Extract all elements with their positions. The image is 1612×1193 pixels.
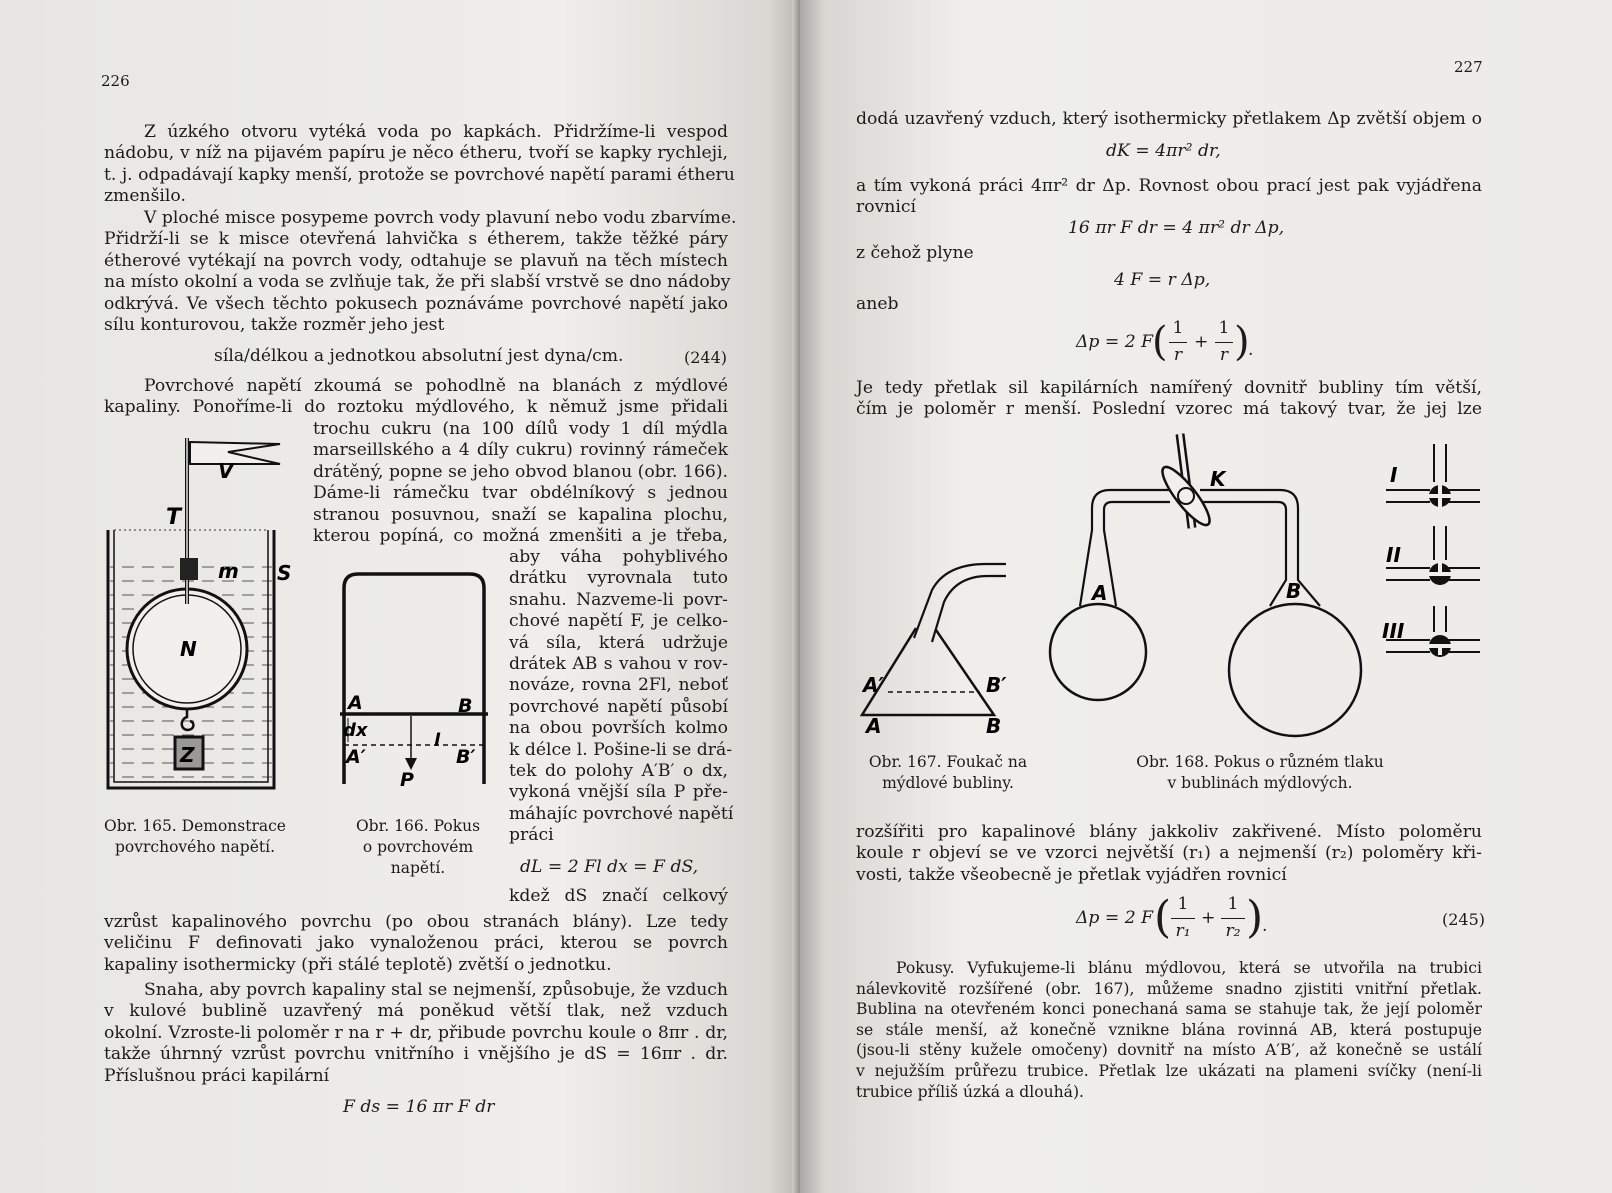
tube-inner bbox=[932, 576, 1006, 642]
text-line: rozšířiti pro kapalinové blány jakkoliv zakřivené. Místo poloměru bbox=[856, 822, 1482, 842]
text-line: máhajíc povrchové napětí bbox=[509, 803, 734, 824]
text-line: takže úhrnný vzrůst povrchu vnitřního i vnějšího je dS = 16πr . dr. bbox=[104, 1044, 728, 1065]
text-line: Je tedy přetlak sil kapilárních namířený dovnitř bubliny tím větší, bbox=[856, 378, 1482, 398]
equation-245 bbox=[1076, 892, 1276, 948]
label-dx: dx bbox=[343, 720, 368, 741]
caption-168 bbox=[1100, 752, 1420, 794]
label-A: A bbox=[1092, 581, 1108, 605]
text-line: odkrývá. Ve všech těchto pokusech poznáváme povrchové napětí jako bbox=[104, 293, 728, 314]
paragraph-r3 bbox=[856, 243, 1156, 264]
paragraph-r1 bbox=[856, 109, 1482, 130]
paren-open: ( bbox=[1152, 319, 1168, 365]
text-line: rovnicí bbox=[856, 197, 916, 218]
text-line: Bublina na otevřeném konci ponechaná sama se stahuje tak, že její poloměr bbox=[856, 1000, 1482, 1019]
text-line: v kulové bublině uzavřený má poněkud větší tlak, než vzduch bbox=[104, 1001, 728, 1022]
label-A: A bbox=[866, 714, 882, 738]
caption-167 bbox=[848, 752, 1048, 794]
paragraph-4 bbox=[104, 912, 728, 976]
text-line: stranou posuvnou, snaží se kapalina plochu, bbox=[313, 504, 728, 525]
left-page bbox=[0, 0, 800, 1193]
text-line: práci bbox=[509, 825, 554, 846]
paragraph-r7 bbox=[856, 958, 1482, 1102]
caption-166 bbox=[338, 816, 498, 879]
caption-line: Obr. 167. Foukač na bbox=[868, 753, 1028, 771]
text-line: Povrchové napětí zkoumá se pohodlně na blanách z mýdlové bbox=[144, 376, 728, 396]
text-line: kapaliny. Ponoříme-li do roztoku mýdlového, k němuž jsme přidali bbox=[104, 397, 728, 418]
text-line: Z úzkého otvoru vytéká voda po kapkách. Přidržíme-li vespod bbox=[144, 122, 728, 142]
eq-den: r bbox=[1219, 345, 1229, 365]
paragraph-r5 bbox=[856, 378, 1482, 421]
text-line: drátek AB s vahou v rov- bbox=[509, 654, 728, 675]
label-A-prime: A′ bbox=[863, 673, 884, 697]
label-III: III bbox=[1382, 619, 1405, 643]
tube-left-inner bbox=[1104, 502, 1170, 606]
eq-num: 1 bbox=[1177, 894, 1189, 914]
text-line: k délce l. Pošine-li se drá- bbox=[509, 739, 733, 760]
text-line: z čehož plyne bbox=[856, 243, 974, 263]
text-line: t. j. odpadávají kapky menší, protože se povrchové napětí parami étheru bbox=[104, 164, 735, 185]
stopcock-position-I bbox=[1386, 444, 1480, 507]
label-B: B bbox=[1286, 579, 1302, 603]
text-line: koule r objeví se ve vzorci největší (r₁) a nejmenší (r₂) poloměry kři- bbox=[856, 843, 1482, 864]
text-line: sílu konturovou, takže rozměr jeho jest bbox=[104, 315, 445, 336]
label-P: P bbox=[400, 769, 414, 791]
caption-line: Obr. 168. Pokus o různém tlaku bbox=[1136, 753, 1384, 771]
text-line: Přidrží-li se k misce otevřená lahvička s étherem, takže těžké páry bbox=[104, 229, 728, 250]
page-number-left: 226 bbox=[101, 72, 130, 90]
equation-equal-work: 16 πr F dr = 4 πr² dr Δp, bbox=[1068, 218, 1285, 238]
page-number-right: 227 bbox=[1454, 58, 1483, 76]
eq-num: 1 bbox=[1172, 318, 1184, 338]
paren-open: ( bbox=[1154, 892, 1172, 943]
label-l: l bbox=[434, 730, 441, 751]
caption-line: povrchového napětí. bbox=[114, 838, 276, 856]
equation-dL: dL = 2 Fl dx = F dS, bbox=[520, 857, 699, 877]
eq-end: . bbox=[1248, 340, 1254, 360]
text-line: trochu cukru (na 100 dílů vody 1 díl mýdla bbox=[313, 419, 728, 439]
text-line: čím je poloměr r menší. Poslední vzorec má takový tvar, že jej lze bbox=[856, 399, 1482, 420]
paragraph-5 bbox=[104, 980, 728, 1087]
text-line: nálevkovitě rozšířené (obr. 167), můžeme snadno zjistiti vnitřní přetlak. bbox=[856, 979, 1482, 998]
eq-plus: + bbox=[1201, 908, 1216, 928]
paragraph-4-start bbox=[509, 886, 728, 907]
text-line: Pokusy. Vyfukujeme-li blánu mýdlovou, která se utvořila na trubici bbox=[896, 959, 1482, 977]
eq-plus: + bbox=[1194, 332, 1209, 352]
funnel bbox=[862, 628, 994, 715]
label-m: m bbox=[218, 559, 239, 583]
text-line: na obou površích kolmo bbox=[509, 718, 728, 739]
label-T: T bbox=[166, 505, 182, 530]
paren-close: ) bbox=[1246, 892, 1264, 943]
text-line: tek do polohy A′B′ o dx, bbox=[509, 761, 728, 782]
small-bubble-A bbox=[1050, 604, 1146, 700]
text-line: na místo okolní a voda se zvlňuje tak, že při slabší vrstvě se dno nádoby bbox=[104, 272, 731, 293]
text-line: étherové vytékají na povrch vody, odtahuje se plavuň na těch místech bbox=[104, 250, 728, 271]
stopcock-position-III bbox=[1382, 606, 1480, 657]
paragraph-2 bbox=[104, 208, 737, 336]
text-line: zmenšilo. bbox=[104, 186, 186, 207]
caption-line: napětí. bbox=[390, 859, 446, 877]
eq-lhs: Δp = 2 F bbox=[1076, 908, 1154, 928]
eq-num: 1 bbox=[1218, 318, 1230, 338]
float-m bbox=[180, 558, 198, 580]
text-line: vosti, takže všeobecně je přetlak vyjádřen rovnicí bbox=[856, 864, 1287, 885]
eq-den: r bbox=[1173, 345, 1183, 365]
paragraph-1 bbox=[104, 122, 735, 208]
paragraph-3-middle bbox=[313, 419, 728, 547]
figure-168 bbox=[1050, 430, 1490, 760]
equation-Fds: F ds = 16 πr F dr bbox=[343, 1097, 495, 1117]
equation-dK: dK = 4πr² dr, bbox=[1106, 141, 1221, 161]
text-line: kapaliny isothermicky (při stálé teplotě) zvětší o jednotku. bbox=[104, 954, 612, 975]
label-A: A bbox=[348, 692, 363, 714]
text-line: a tím vykoná práci 4πr² dr Δp. Rovnost obou prací jest pak vyjádřena bbox=[856, 176, 1482, 196]
text-line: (jsou-li stěny kužele omočeny) dovnitř na místo A′B′, až konečně se ustálí bbox=[856, 1041, 1482, 1060]
paren-close: ) bbox=[1234, 319, 1250, 365]
text-line: veličinu F definovati jako vynaloženou práci, kterou se povrch bbox=[104, 933, 728, 954]
caption-165 bbox=[95, 816, 295, 858]
text-line: kterou popíná, co možná zmenšiti a je třeba, bbox=[313, 526, 728, 547]
text-line: chové napětí F, je celko- bbox=[509, 611, 728, 632]
text-line: Příslušnou práci kapilární bbox=[104, 1065, 330, 1086]
text-line: se stále menší, až konečně vznikne blána rovinná AB, která postupuje bbox=[856, 1020, 1482, 1039]
paragraph-3 bbox=[104, 376, 728, 419]
tube-right-outer bbox=[1200, 490, 1320, 606]
text-line: drátěný, popne se jeho obvod blanou (obr. 166). bbox=[313, 461, 728, 482]
label-I: I bbox=[1390, 463, 1398, 487]
label-B: B bbox=[458, 695, 473, 717]
paragraph-r6 bbox=[856, 822, 1482, 886]
paragraph-3-narrow bbox=[509, 547, 734, 847]
text-line: nádobu, v níž na pijavém papíru je něco étheru, tvoří se kapky rychleji, bbox=[104, 143, 728, 164]
label-K: K bbox=[1210, 467, 1226, 491]
equation-number-244: (244) bbox=[684, 348, 728, 367]
label-V: V bbox=[218, 459, 234, 483]
caption-line: mýdlové bubliny. bbox=[882, 774, 1014, 792]
text-line: drátku vyrovnala tuto bbox=[509, 568, 728, 589]
eq-den-r1: r₁ bbox=[1175, 921, 1191, 941]
label-B: B bbox=[986, 714, 1002, 738]
caption-line: Obr. 166. Pokus bbox=[355, 817, 481, 835]
figure-165 bbox=[100, 434, 290, 806]
text-line: Dáme-li rámečku tvar obdélníkový s jednou bbox=[313, 483, 728, 504]
equation-dp-sphere bbox=[1076, 318, 1266, 370]
figure-166 bbox=[334, 566, 494, 791]
tube-right-inner bbox=[1200, 502, 1286, 606]
right-page bbox=[800, 0, 1612, 1193]
text-line: okolní. Vzroste-li poloměr r na r + dr, přibude povrchu koule o 8πr . dr, bbox=[104, 1022, 728, 1043]
text-line: aby váha pohyblivého bbox=[509, 547, 728, 567]
stopcock-position-II bbox=[1386, 526, 1480, 585]
label-N: N bbox=[180, 637, 197, 661]
text-line: vá síla, která udržuje bbox=[509, 632, 728, 653]
label-A-prime: A′ bbox=[346, 746, 366, 768]
caption-line: Obr. 165. Demonstrace bbox=[104, 817, 286, 835]
eq-end: . bbox=[1262, 916, 1268, 936]
label-B-prime: B′ bbox=[456, 746, 476, 768]
flag bbox=[190, 442, 280, 464]
eq-den-r2: r₂ bbox=[1225, 921, 1241, 941]
label-Z: Z bbox=[180, 743, 195, 767]
caption-line: o povrchovém bbox=[362, 838, 474, 856]
label-S: S bbox=[277, 561, 292, 585]
text-line: nováze, rovna 2Fl, neboť bbox=[509, 675, 728, 696]
text-line: marseillského a 4 díly cukru) rovinný rámeček bbox=[313, 440, 728, 461]
text-line: dodá uzavřený vzduch, který isothermicky přetlakem Δp zvětší objem o bbox=[856, 109, 1482, 129]
text-line: snahu. Nazveme-li povr- bbox=[509, 589, 728, 610]
text-line: kdež dS značí celkový bbox=[509, 886, 728, 906]
equation-4F: 4 F = r Δp, bbox=[1114, 270, 1211, 290]
label-II: II bbox=[1386, 543, 1401, 567]
caption-line: v bublinách mýdlových. bbox=[1167, 774, 1353, 792]
label-B-prime: B′ bbox=[986, 673, 1007, 697]
eq-num: 1 bbox=[1227, 894, 1239, 914]
paragraph-r4 bbox=[856, 294, 1056, 315]
equation-number-245: (245) bbox=[1442, 910, 1486, 929]
text-line: v nejužším průřezu trubice. Přetlak lze ukázati na plameni svíčky (není-li bbox=[856, 1061, 1482, 1080]
text-line: povrchové napětí působí bbox=[509, 696, 728, 717]
text-line: aneb bbox=[856, 294, 899, 314]
eq-lhs: Δp = 2 F bbox=[1076, 332, 1154, 352]
text-line: vzrůst kapalinového povrchu (po obou stranách blány). Lze tedy bbox=[104, 912, 728, 932]
paragraph-r2 bbox=[856, 176, 1482, 219]
text-line: V ploché misce posypeme povrch vody plavuní nebo vodu zbarvíme. bbox=[144, 208, 737, 228]
text-line: Snaha, aby povrch kapaliny stal se nejmenší, způsobuje, že vzduch bbox=[144, 980, 728, 1000]
figure-167 bbox=[856, 550, 1056, 745]
text-line: trubice příliš úzká a dlouhá). bbox=[856, 1082, 1085, 1101]
large-bubble-B bbox=[1229, 604, 1361, 736]
equation-244: síla/délkou a jednotkou absolutní jest dyna/cm. bbox=[214, 346, 624, 366]
text-line: vykoná vnější síla P pře- bbox=[509, 782, 728, 803]
